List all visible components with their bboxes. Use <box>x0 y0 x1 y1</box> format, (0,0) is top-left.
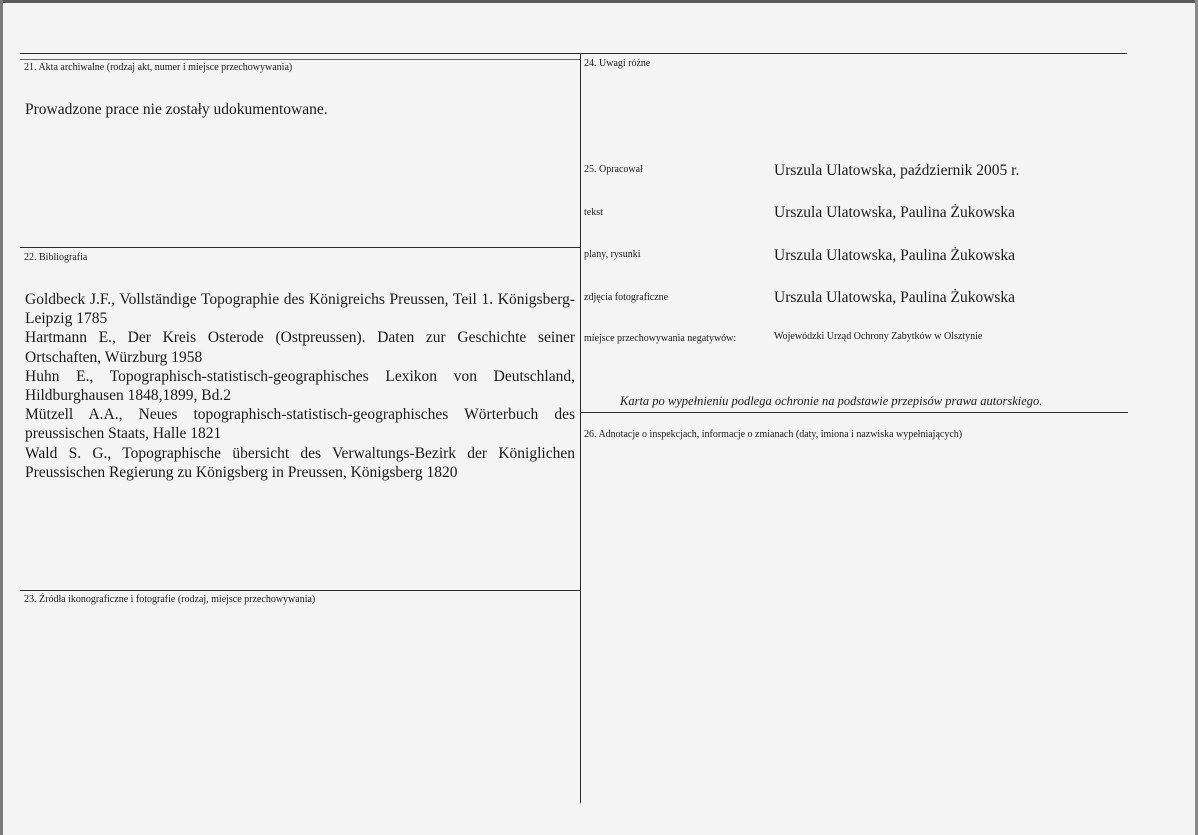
iconography-rule <box>20 590 581 591</box>
scan-border-left <box>0 0 3 835</box>
center-divider <box>580 53 581 803</box>
photos-author-value: Urszula Ulatowska, Paulina Żukowska <box>774 289 1016 306</box>
bibliography-rule <box>20 247 581 248</box>
bibliography-entry: Huhn E., Topographisch-statistisch-geographisches Lexikon von Deutschland, Hildburghausen 1848,1899, Bd.2 <box>25 367 575 405</box>
plans-author-value: Urszula Ulatowska, Paulina Żukowska <box>774 247 1016 264</box>
negatives-location-label: miejsce przechowywania negatywów: <box>584 333 737 344</box>
bibliography-entry: Wald S. G., Topographische übersicht des Verwaltungs-Bezirk der Königlichen Preussischen Regierung zu Königsberg in Preussen, Königsberg 1820 <box>25 444 575 481</box>
negatives-location-value: Wojewódzki Urząd Ochrony Zabytków w Olsztynie <box>774 331 983 342</box>
section-26-label: 26. Adnotacje o inspekcjach, informacje o zmianach (daty, imiona i nazwiska wypełniających) <box>584 429 963 440</box>
section-21-content: Prowadzone prace nie zostały udokumentowane. <box>25 101 328 118</box>
text-author-value: Urszula Ulatowska, Paulina Żukowska <box>774 204 1016 221</box>
section-22-label: 22. Bibliografia <box>24 252 88 263</box>
section-25-value: Urszula Ulatowska, październik 2005 r. <box>774 162 1020 179</box>
bibliography-entry: Goldbeck J.F., Vollständige Topographie des Königreichs Preussen, Teil 1. Königsberg-Leipzig 1785 <box>25 291 575 328</box>
photos-author-label: zdjęcia fotograficzne <box>584 292 669 303</box>
text-author-label: tekst <box>584 207 603 218</box>
top-rule-inner <box>20 59 580 60</box>
copyright-notice: Karta po wypełnieniu podlega ochronie na podstawie przepisów prawa autorskiego. <box>620 394 1043 408</box>
annotations-rule <box>581 412 1128 413</box>
bibliography-entry: Mützell A.A., Neues topographisch-statistisch-geographisches Wörterbuch des preussischen Staats, Halle 1821 <box>25 406 575 443</box>
plans-author-label: plany, rysunki <box>584 249 641 260</box>
section-24-label: 24. Uwagi różne <box>584 58 651 69</box>
top-rule <box>20 53 1127 54</box>
scan-border-top <box>0 0 1198 3</box>
section-21-label: 21. Akta archiwalne (rodzaj akt, numer i miejsce przechowywania) <box>24 62 293 73</box>
section-25-label: 25. Opracował <box>584 164 643 175</box>
bibliography-entry: Hartmann E., Der Kreis Osterode (Ostpreussen). Daten zur Geschichte seiner Ortschaften, Würzburg 1958 <box>25 329 575 366</box>
bibliography-list <box>25 290 575 482</box>
section-23-label: 23. Źródła ikonograficzne i fotografie (rodzaj, miejsce przechowywania) <box>24 594 316 605</box>
